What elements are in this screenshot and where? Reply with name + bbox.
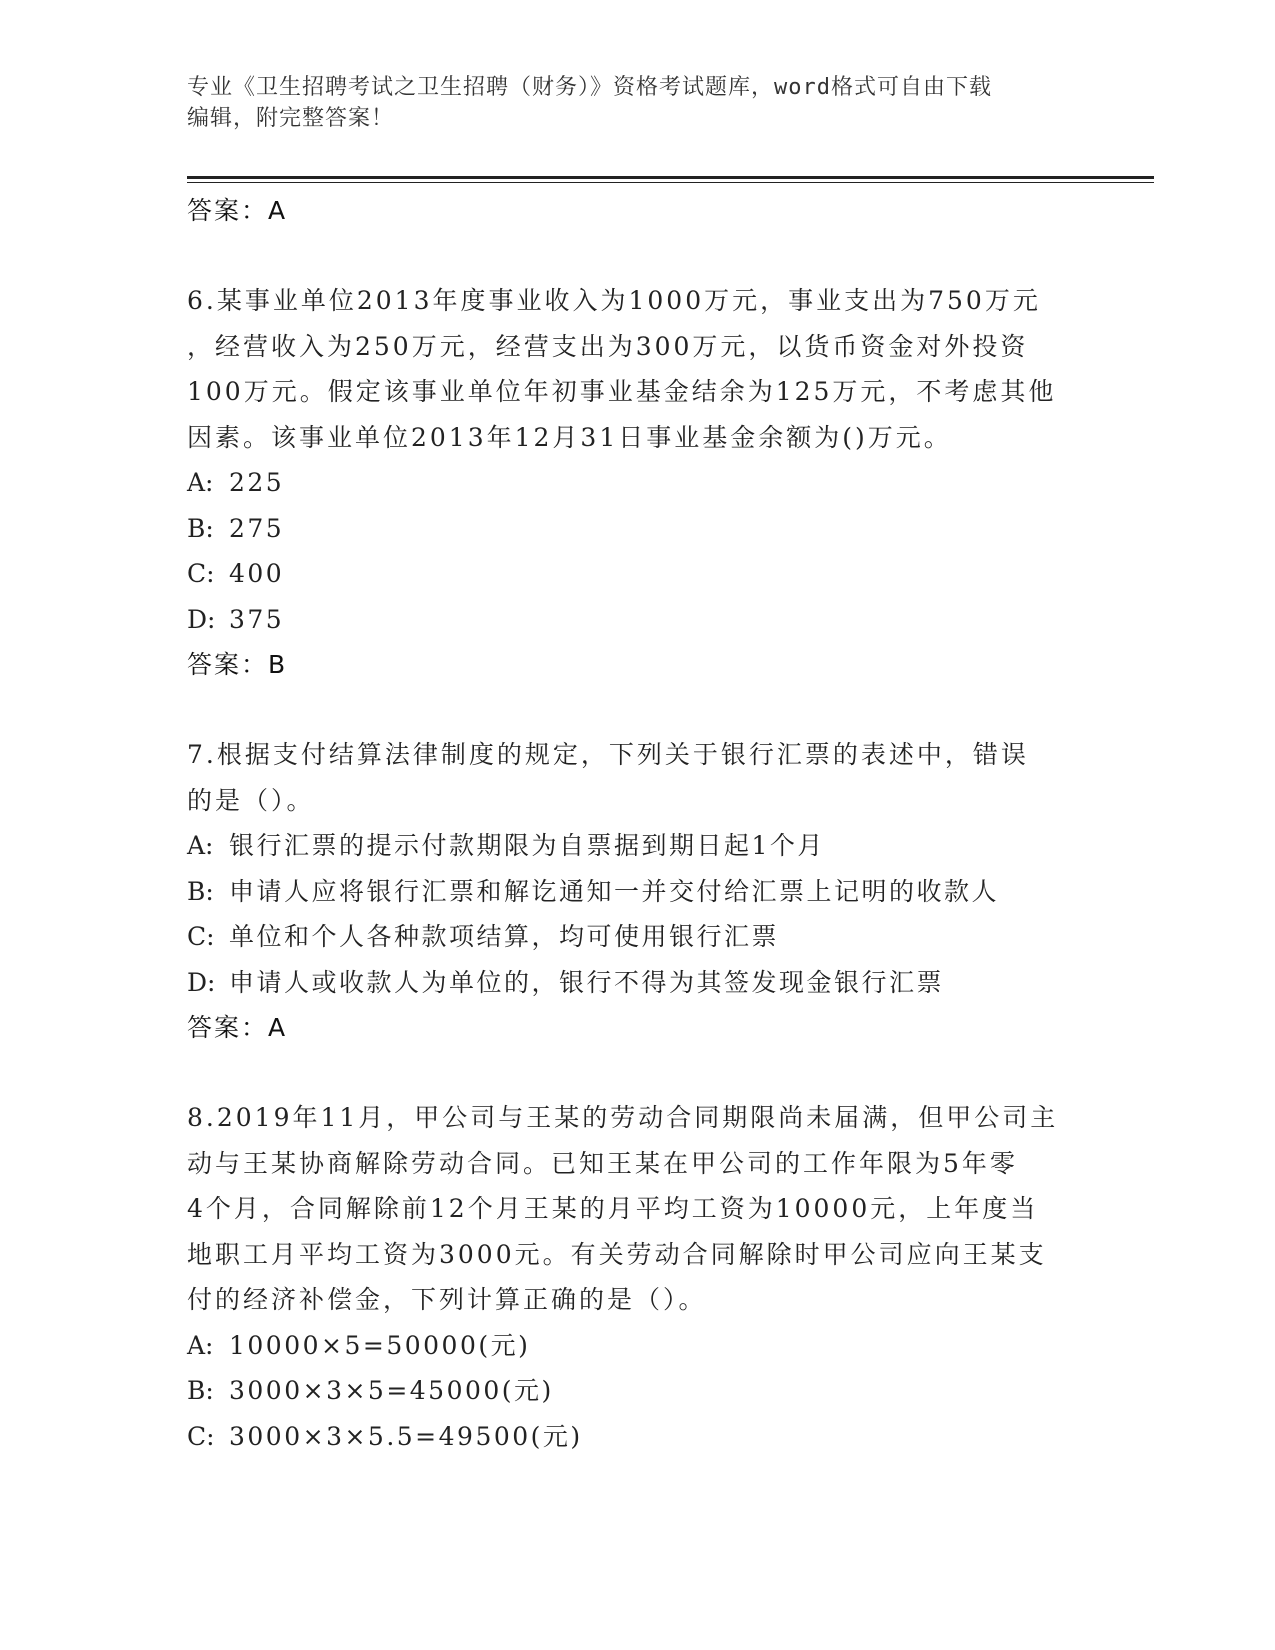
stem-line: 7.根据支付结算法律制度的规定，下列关于银行汇票的表述中，错误 bbox=[187, 740, 1029, 769]
question-list bbox=[187, 188, 1087, 1459]
header-divider-thick bbox=[187, 176, 1154, 179]
stem-line: ，经营收入为250万元，经营支出为300万元，以货币资金对外投资 bbox=[187, 331, 1029, 361]
option-b bbox=[187, 506, 1087, 552]
question-stem bbox=[187, 1095, 1087, 1323]
option-text: 银行汇票的提示付款期限为自票据到期日起1个月 bbox=[229, 831, 825, 860]
option-letter: C: bbox=[187, 559, 215, 588]
option-letter: A: bbox=[187, 1330, 214, 1360]
stem-line: 4个月，合同解除前12个月王某的月平均工资为10000元，上年度当 bbox=[187, 1194, 1039, 1223]
option-c bbox=[187, 914, 1087, 960]
option-text: 375 bbox=[229, 604, 285, 634]
option-text: 3000×3×5.5=49500(元) bbox=[229, 1421, 583, 1451]
stem-line: 6.某事业单位2013年度事业收入为1000万元，事业支出为750万元 bbox=[187, 286, 1041, 315]
question-8 bbox=[187, 1095, 1087, 1459]
stem-line: 8.2019年11月，甲公司与王某的劳动合同期限尚未届满，但甲公司主 bbox=[187, 1103, 1059, 1132]
header-divider-thin bbox=[187, 182, 1154, 183]
option-d bbox=[187, 960, 1087, 1006]
option-text: 225 bbox=[229, 468, 285, 497]
option-letter: D: bbox=[187, 604, 216, 634]
option-text: 400 bbox=[229, 559, 285, 588]
stem-line: 因素。该事业单位2013年12月31日事业基金余额为()万元。 bbox=[187, 422, 952, 452]
option-a bbox=[187, 1323, 1087, 1369]
option-letter: C: bbox=[187, 922, 215, 951]
stem-line: 动与王某协商解除劳动合同。已知王某在甲公司的工作年限为5年零 bbox=[187, 1148, 1018, 1178]
option-d bbox=[187, 597, 1087, 643]
option-a bbox=[187, 460, 1087, 506]
option-b bbox=[187, 1368, 1087, 1414]
option-text: 275 bbox=[229, 513, 285, 543]
option-c bbox=[187, 551, 1087, 597]
question-6 bbox=[187, 278, 1087, 688]
answer-6: 答案：B bbox=[187, 650, 288, 679]
stem-line: 的是（）。 bbox=[187, 785, 315, 815]
option-letter: B: bbox=[187, 1376, 214, 1405]
option-letter: B: bbox=[187, 513, 214, 543]
stem-line: 付的经济补偿金，下列计算正确的是（）。 bbox=[187, 1285, 707, 1314]
option-letter: D: bbox=[187, 967, 216, 997]
answer-5: 答案：A bbox=[187, 196, 288, 225]
option-a bbox=[187, 823, 1087, 869]
question-7 bbox=[187, 732, 1087, 1051]
option-text: 单位和个人各种款项结算，均可使用银行汇票 bbox=[229, 922, 780, 951]
question-stem bbox=[187, 732, 1087, 823]
option-c bbox=[187, 1414, 1087, 1460]
option-letter: B: bbox=[187, 876, 214, 906]
stem-line: 100万元。假定该事业单位年初事业基金结余为125万元，不考虑其他 bbox=[187, 377, 1057, 406]
option-text: 10000×5=50000(元) bbox=[229, 1330, 531, 1360]
option-letter: A: bbox=[187, 831, 214, 860]
option-text: 申请人应将银行汇票和解讫通知一并交付给汇票上记明的收款人 bbox=[229, 876, 1000, 906]
option-letter: C: bbox=[187, 1421, 215, 1451]
option-letter: A: bbox=[187, 468, 214, 497]
header-line-2: 编辑，附完整答案！ bbox=[187, 106, 395, 131]
option-text: 申请人或收款人为单位的，银行不得为其签发现金银行汇票 bbox=[229, 967, 945, 997]
question-stem bbox=[187, 278, 1087, 460]
stem-line: 地职工月平均工资为3000元。有关劳动合同解除时甲公司应向王某支 bbox=[187, 1239, 1047, 1269]
option-b bbox=[187, 869, 1087, 915]
answer-7: 答案：A bbox=[187, 1013, 288, 1042]
option-text: 3000×3×5=45000(元) bbox=[229, 1376, 554, 1405]
header-line-1: 专业《卫生招聘考试之卫生招聘（财务）》资格考试题库，word格式可自由下载 bbox=[187, 75, 992, 100]
document-header bbox=[187, 72, 1067, 134]
